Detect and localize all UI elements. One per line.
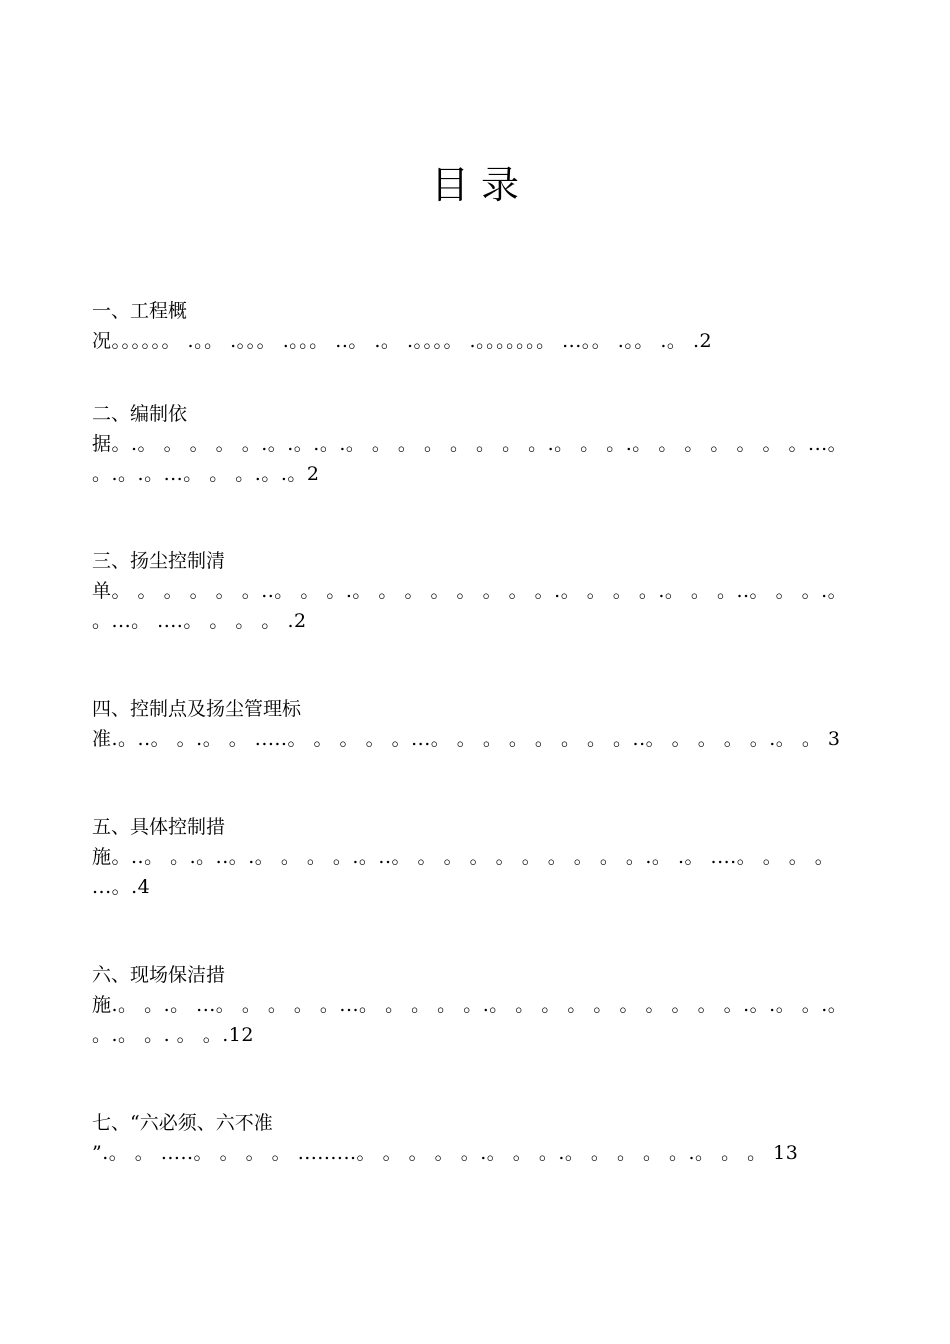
toc-entry-7[interactable] <box>92 1108 852 1168</box>
toc-entry-heading: 一、工程概 <box>92 300 188 322</box>
toc-title: 目 录 <box>430 163 520 207</box>
toc-entry-heading: 五、具体控制措 <box>92 816 226 838</box>
toc-entry-leader: 准.。..。 。.。 。 .....。 。 。 。 。...。 。 。 。 。 。 。 。..。 。 。 。 。.。 。 3 <box>92 728 841 750</box>
toc-entry-3[interactable] <box>92 546 852 636</box>
toc-entry-leader: 况。。。。。。 .。。 .。。。 .。。。 ..。 .。 .。。。。 .。。。。。。。 ...。。 .。。 .。 .2 <box>92 330 713 352</box>
toc-entry-2[interactable] <box>92 399 852 489</box>
toc-entry-heading: 三、扬尘控制清 <box>92 550 226 572</box>
toc-entry-6[interactable] <box>92 960 852 1050</box>
toc-entry-1[interactable] <box>92 296 852 356</box>
toc-entry-leader: 施.。 。.。 ...。 。 。 。 。...。 。 。 。 。.。 。 。 。 。 。 。 。 。 。.。.。 。.。 。.。 。. 。 。.12 <box>92 994 854 1046</box>
toc-entry-heading: 七、“六必须、六不准 <box>92 1112 273 1134</box>
toc-entry-leader: ”.。 。 .....。 。 。 。 .........。 。 。 。 。.。 。 。.。 。 。 。 。.。 。 。 13 <box>92 1142 799 1164</box>
toc-entry-heading: 二、编制依 <box>92 403 188 425</box>
toc-entry-leader: 施。..。 。.。..。.。 。 。 。.。..。 。 。 。 。 。 。 。 。 。.。 .。 ....。 。 。 。 ...。.4 <box>92 846 841 898</box>
toc-entry-heading: 六、现场保洁措 <box>92 964 226 986</box>
toc-entry-4[interactable] <box>92 694 852 754</box>
toc-entry-5[interactable] <box>92 812 852 902</box>
toc-entry-heading: 四、控制点及扬尘管理标 <box>92 698 302 720</box>
toc-entry-leader: 据。.。 。 。 。 。.。.。.。.。 。 。 。 。 。 。 。.。 。 。.。 。 。 。 。 。 。...。 。.。.。...。 。 。.。.。2 <box>92 433 854 485</box>
toc-entry-leader: 单。 。 。 。 。 。..。 。 。.。 。 。 。 。 。 。 。.。 。 。 。.。 。 。..。 。 。.。 。...。 ....。 。 。 。 .2 <box>92 580 854 632</box>
